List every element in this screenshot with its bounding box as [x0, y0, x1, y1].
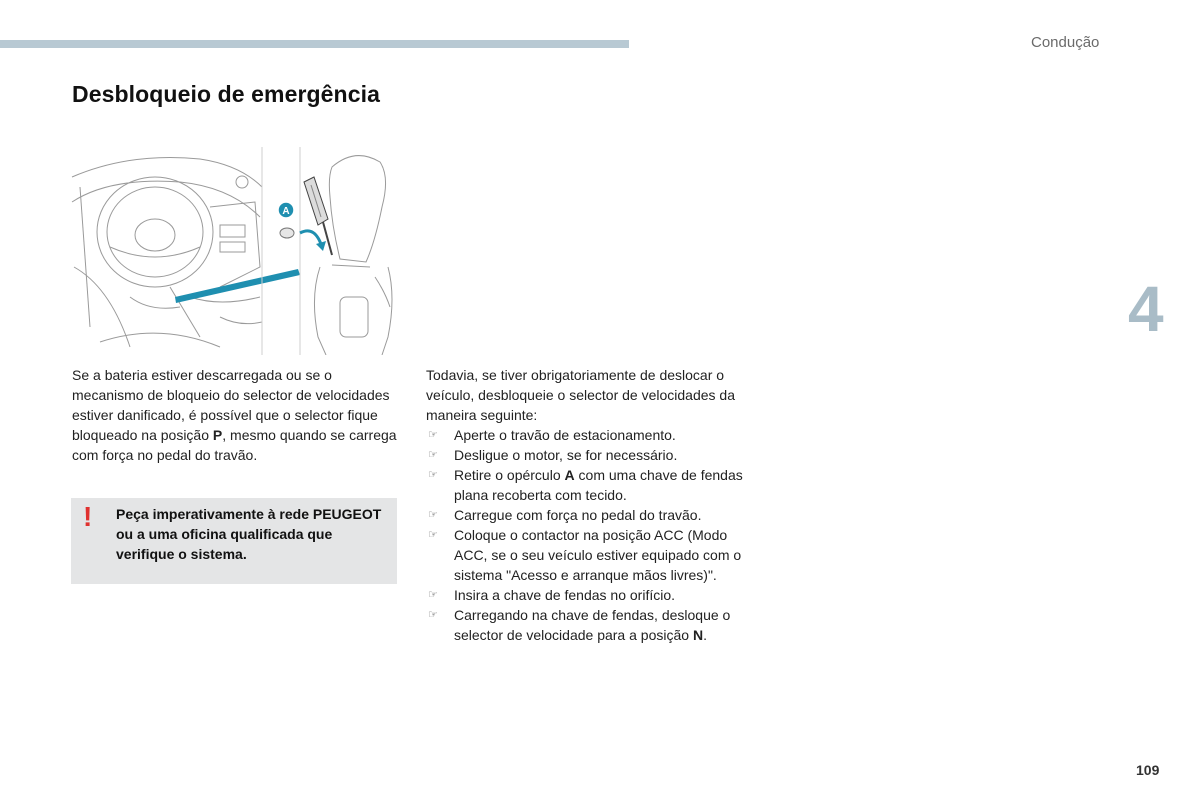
page-number: 109 — [1136, 762, 1160, 778]
step-text: com uma chave de fendas plana recoberta com tecido. — [454, 467, 743, 503]
step-item — [426, 585, 756, 605]
intro-paragraph — [72, 365, 407, 465]
procedure-intro: Todavia, se tiver obrigatoriamente de deslocar o veículo, desbloqueie o selector de velocidades da maneira seguinte: — [426, 367, 735, 423]
hand-pointer-icon: ☞ — [428, 449, 438, 461]
cap-label: A — [564, 467, 575, 483]
step-text: Desligue o motor, se for necessário. — [454, 447, 678, 463]
paragraph-text: Se a bateria estiver descarregada ou se o mecanismo de bloqueio do selector de velocidades estiver danificado, é possível que o selector fique bloqueado na posição — [72, 367, 390, 443]
gear-selector-illustration — [70, 147, 398, 355]
step-item — [426, 425, 756, 445]
procedure-steps — [426, 425, 756, 645]
step-text: Insira a chave de fendas no orifício. — [454, 587, 676, 603]
position-p: P — [212, 427, 223, 443]
hand-pointer-icon: ☞ — [428, 469, 438, 481]
hand-pointer-icon: ☞ — [428, 509, 438, 521]
step-item — [426, 465, 756, 505]
pointer-line — [175, 269, 300, 303]
step-item — [426, 525, 756, 585]
step-text: Carregue com força no pedal do travão. — [454, 507, 702, 523]
warning-box — [71, 498, 397, 584]
section-label: Condução — [1031, 34, 1100, 51]
warning-icon: ! — [83, 501, 93, 532]
step-text: Coloque o contactor na posição ACC (Modo ACC, se o seu veículo estiver equipado com o sistema "Acesso e arranque mãos livres)". — [454, 527, 742, 583]
dashboard-sketch — [72, 157, 262, 347]
screwdriver — [304, 177, 332, 255]
hand-pointer-icon: ☞ — [428, 589, 438, 601]
step-text: Aperte o travão de estacionamento. — [454, 427, 676, 443]
step-item — [426, 445, 756, 465]
header-rule — [0, 40, 629, 48]
step-item — [426, 505, 756, 525]
cap-icon — [280, 228, 294, 238]
hand-pointer-icon: ☞ — [428, 429, 438, 441]
step-item — [426, 605, 756, 645]
hand-pointer-icon: ☞ — [428, 529, 438, 541]
step-text: Retire o opérculo — [454, 467, 565, 483]
warning-text: Peça imperativamente à rede PEUGEOT ou a uma oficina qualificada que verifique o sistema. — [116, 506, 382, 562]
procedure — [426, 365, 756, 645]
paragraph-text: , mesmo quando se carrega com força no pedal do travão. — [72, 427, 397, 463]
hand-pointer-icon: ☞ — [428, 609, 438, 621]
step-text: Carregando na chave de fendas, desloque o selector de velocidade para a posição — [454, 607, 731, 643]
page-title: Desbloqueio de emergência — [72, 81, 380, 107]
chapter-number: 4 — [1128, 273, 1164, 345]
step-text: . — [703, 627, 707, 643]
position-n: N — [692, 627, 704, 643]
callout-label: A — [282, 206, 290, 217]
gear-lever-sketch — [314, 156, 392, 355]
